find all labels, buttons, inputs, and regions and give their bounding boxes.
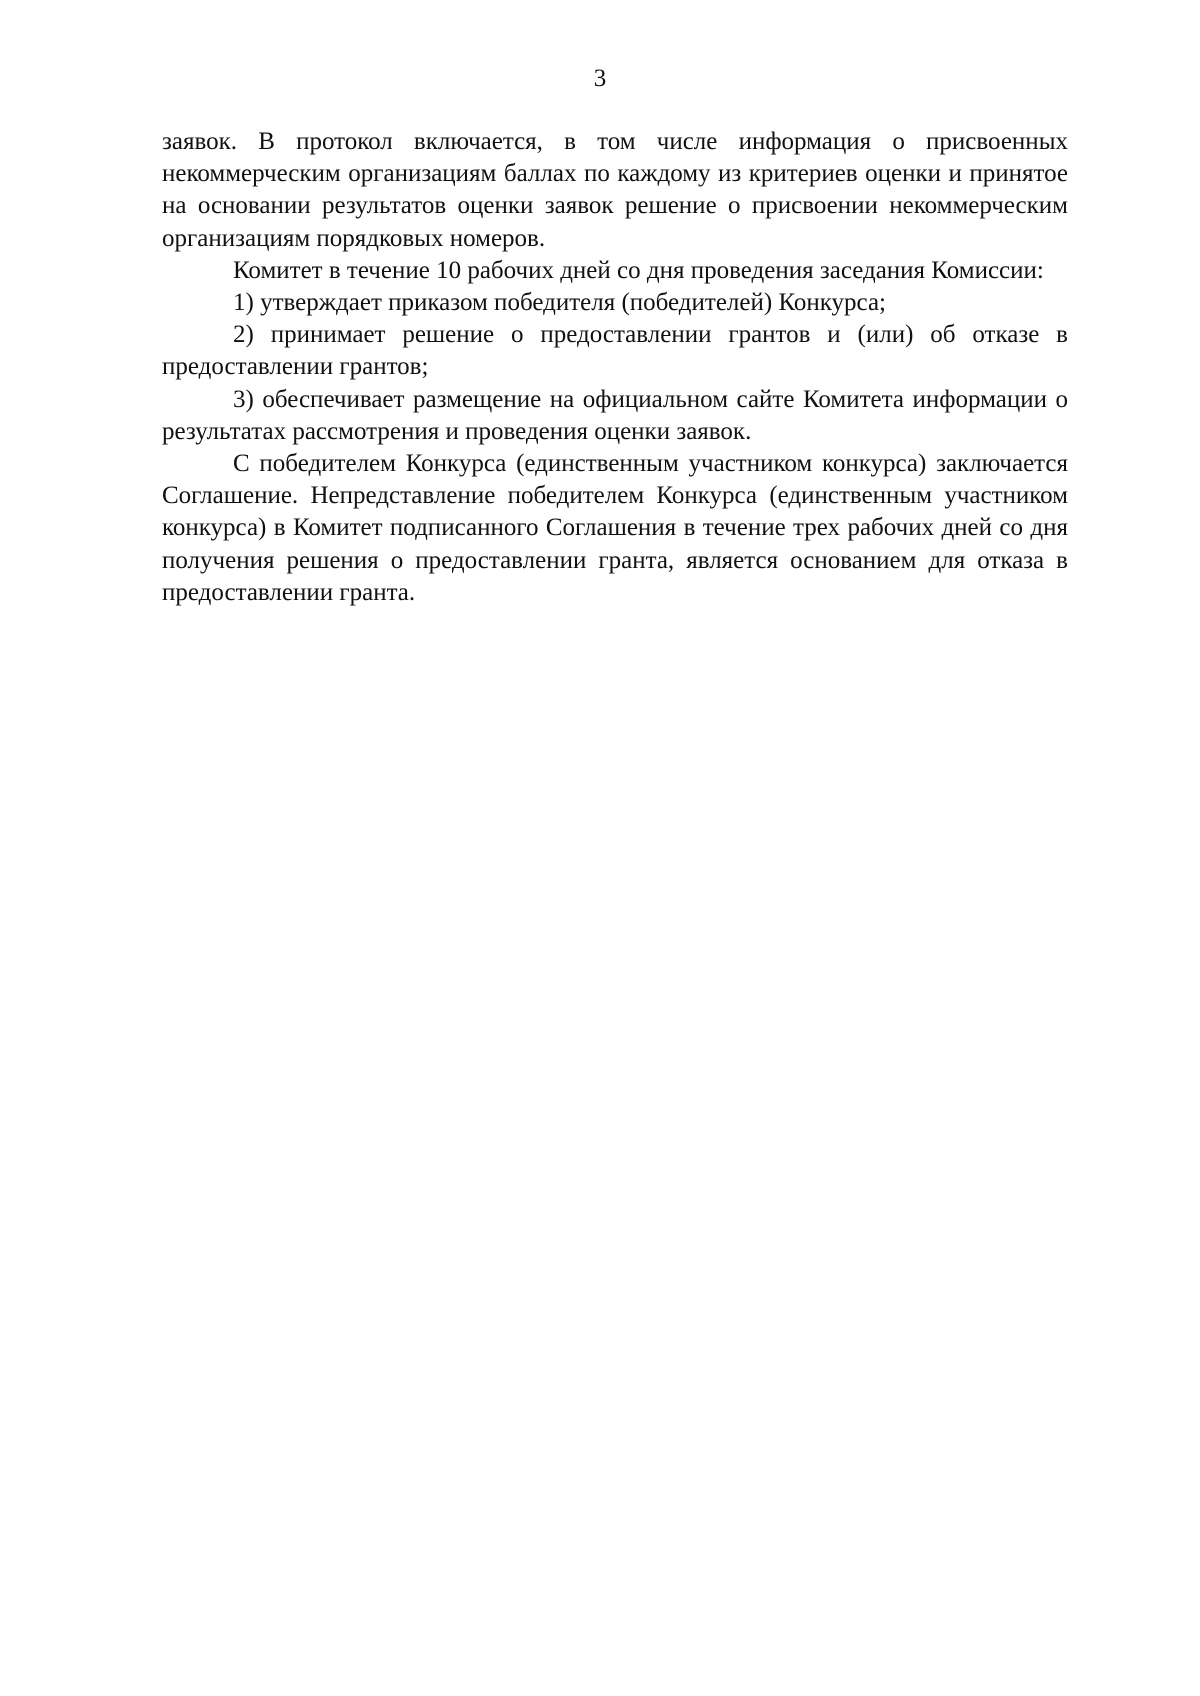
document-body: [162, 126, 1068, 609]
page-number: 3: [593, 65, 607, 92]
list-item-publish-results: 3) обеспечивает размещение на официальном сайте Комитета информации о результатах рассмотрения и проведения оценки заявок.: [162, 385, 1068, 445]
paragraph-protocol-contents: заявок. В протокол включается, в том числе информация о присвоенных некоммерческим организациям баллах по каждому из критериев оценки и принятое на основании результатов оценки заявок решение о присвоении некоммерческим организациям порядковых номеров.: [162, 128, 1068, 252]
paragraph-agreement: С победителем Конкурса (единственным участником конкурса) заключается Соглашение. Непредставление победителем Конкурса (единственным участником конкурса) в Комитет подписанного Соглашения в течение трех рабочих дней со дня получения решения о предоставлении гранта, является основанием для отказа в предоставлении гранта.: [162, 450, 1068, 606]
list-item-grant-decision: 2) принимает решение о предоставлении грантов и (или) об отказе в предоставлении грантов;: [162, 321, 1068, 381]
paragraph-committee-actions: Комитет в течение 10 рабочих дней со дня проведения заседания Комиссии:: [233, 256, 1044, 284]
list-item-approve-winners: 1) утверждает приказом победителя (победителей) Конкурса;: [233, 289, 886, 317]
